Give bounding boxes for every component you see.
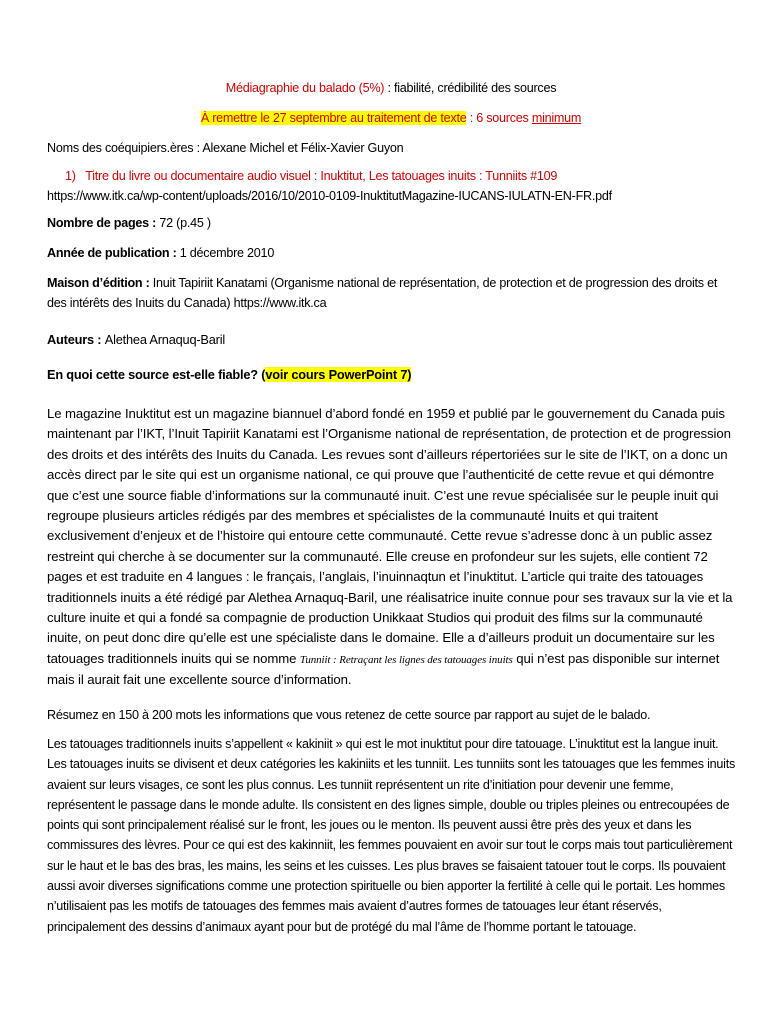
source-url: https://www.itk.ca/wp-content/uploads/2016/10/2010-0109-InuktitutMagazine-IUCANS-IULATN-EN-FR.pdf xyxy=(47,189,612,203)
year-value: 1 décembre 2010 xyxy=(179,246,275,260)
year-label: Année de publication : xyxy=(47,246,180,260)
source-title: Titre du livre ou documentaire audio visuel : Inuktitut, Les tatouages inuits : Tunniits #109 xyxy=(85,169,558,183)
authors-line xyxy=(47,330,735,350)
deadline-sep: : 6 sources xyxy=(466,111,532,125)
reliability-question-text: En quoi cette source est-elle fiable? ( xyxy=(47,367,266,382)
pages-value: 72 (p.45 ) xyxy=(159,216,211,230)
title-red: Médiagraphie du balado (5%) xyxy=(225,81,385,95)
reliability-answer-main: Le magazine Inuktitut est un magazine biannuel d’abord fondé en 1959 et publié par le gouvernement du Canada puis maintenant par l’IKT, l’Inuit Tapiriit Kanatami est l’Organisme national de représentation, de protection et de progression des droits et des intérêts des Inuits du Canada. Les revues sont d’ailleurs répertoriées sur le site de l’IKT, on a donc un accès direct par le site qui est un organisme national, ce qui prouve que l’authenticité de cette revue et qui démontre que c’est une source fiable d’informations sur la communauté inuit. C’est une revue spécialisée sur le peuple inuit qui regroupe plusieurs articles rédigés par des membres et spécialistes de la communauté Inuits et qui traitent exclusivement d’enjeux et de l’histoire qui entoure cette communauté. Cette revue s’adresse donc à un public assez restreint qui cherche à se documenter sur la communauté. Elle creuse en profondeur sur les sujets, elle contient 72 pages et est traduite en 4 langues : le français, l’anglais, l’inuinnaqtun et l’inuktitut. L’article qui traite des tatouages traditionnels inuits a été rédigé par Alethea Arnaquq-Baril, une réalisatrice inuite connue pour ses travaux sur la vie et la culture inuite et qui a fondé sa compagnie de production Unikkaat Studios qui produit des films sur la communauté inuite, on peut donc dire qu’elle est une spécialiste dans le domaine. Elle a d’ailleurs produit un documentaire sur les tatouages traditionnels inuits qui se nomme xyxy=(47,406,733,666)
authors-label: Auteurs : xyxy=(47,332,105,347)
pages-line xyxy=(47,213,735,233)
summary-prompt: Résumez en 150 à 200 mots les informations que vous retenez de cette source par rapport au sujet de le balado. xyxy=(47,708,651,722)
title-rest: : fiabilité, crédibilité des sources xyxy=(384,81,557,95)
powerpoint-reference: voir cours PowerPoint 7) xyxy=(265,367,412,382)
pages-label: Nombre de pages : xyxy=(47,216,160,230)
source-title-line xyxy=(47,166,735,186)
summary-text: Les tatouages traditionnels inuits s’appellent « kakiniit » qui est le mot inuktitut pour dire tatouage. L’inuktitut est la langue inuit. Les tatouages inuits se divisent et deux catégories les kakiniits et les tunniit. Les tunniits sont les tatouages que les femmes inuits avaient sur leurs visages, ce sont les plus connus. Les tunniit représentent un rite d’initiation pour devenir une femme, représentent le passage dans le monde adulte. Ils consistent en des lignes simple, double ou triples pleines ou entrecoupées de points qui sont principalement réalisé sur le front, les joues ou le menton. Ils peuvent aussi être près des yeux et dans les commissures des lèvres. Pour ce qui est des kakinniit, les femmes pouvaient en avoir sur tout le corps mais tout particulièrement sur le haut et le bas des bras, les mains, les seins et les cuisses. Les plus braves se faisaient tatouer tout le corps. Ils pouvaient aussi avoir diverses significations comme une protection spirituelle ou bien apporter la fertilité à celle qui le portait. Les hommes n’utilisaient pas les motifs de tatouages des femmes mais avaient d’autres formes de tatouages leur étant réservés, principalement des dessins d’animaux ayant pour but de protégé du mal l’âme de l’homme portant le tatouage. xyxy=(47,737,735,934)
publisher-label: Maison d’édition : xyxy=(47,276,153,290)
reliability-answer-end: qui n’est pas disponible sur internet mais il aurait fait une excellente source d’information. xyxy=(47,650,720,688)
publisher-line xyxy=(47,273,735,313)
deadline-line xyxy=(47,108,735,128)
authors-value: Alethea Arnaquq-Baril xyxy=(104,332,226,347)
page-title xyxy=(47,78,735,98)
team-line: Noms des coéquipiers.ères : Alexane Michel et Félix-Xavier Guyon xyxy=(47,141,404,155)
source-number: 1) xyxy=(65,169,76,183)
reliability-answer xyxy=(47,404,735,691)
reliability-question xyxy=(47,365,735,385)
year-line xyxy=(47,243,735,263)
publisher-value: Inuit Tapiriit Kanatami (Organisme national de représentation, de protection et de progression des droits et des intérêts des Inuits du Canada) https://www.itk.ca xyxy=(47,276,718,310)
deadline-minimum: minimum xyxy=(531,111,582,125)
deadline-highlight: À remettre le 27 septembre au traitement de texte xyxy=(200,111,467,125)
documentary-title: Tunniit : Retraçant les lignes des tatouages inuits xyxy=(299,653,513,666)
